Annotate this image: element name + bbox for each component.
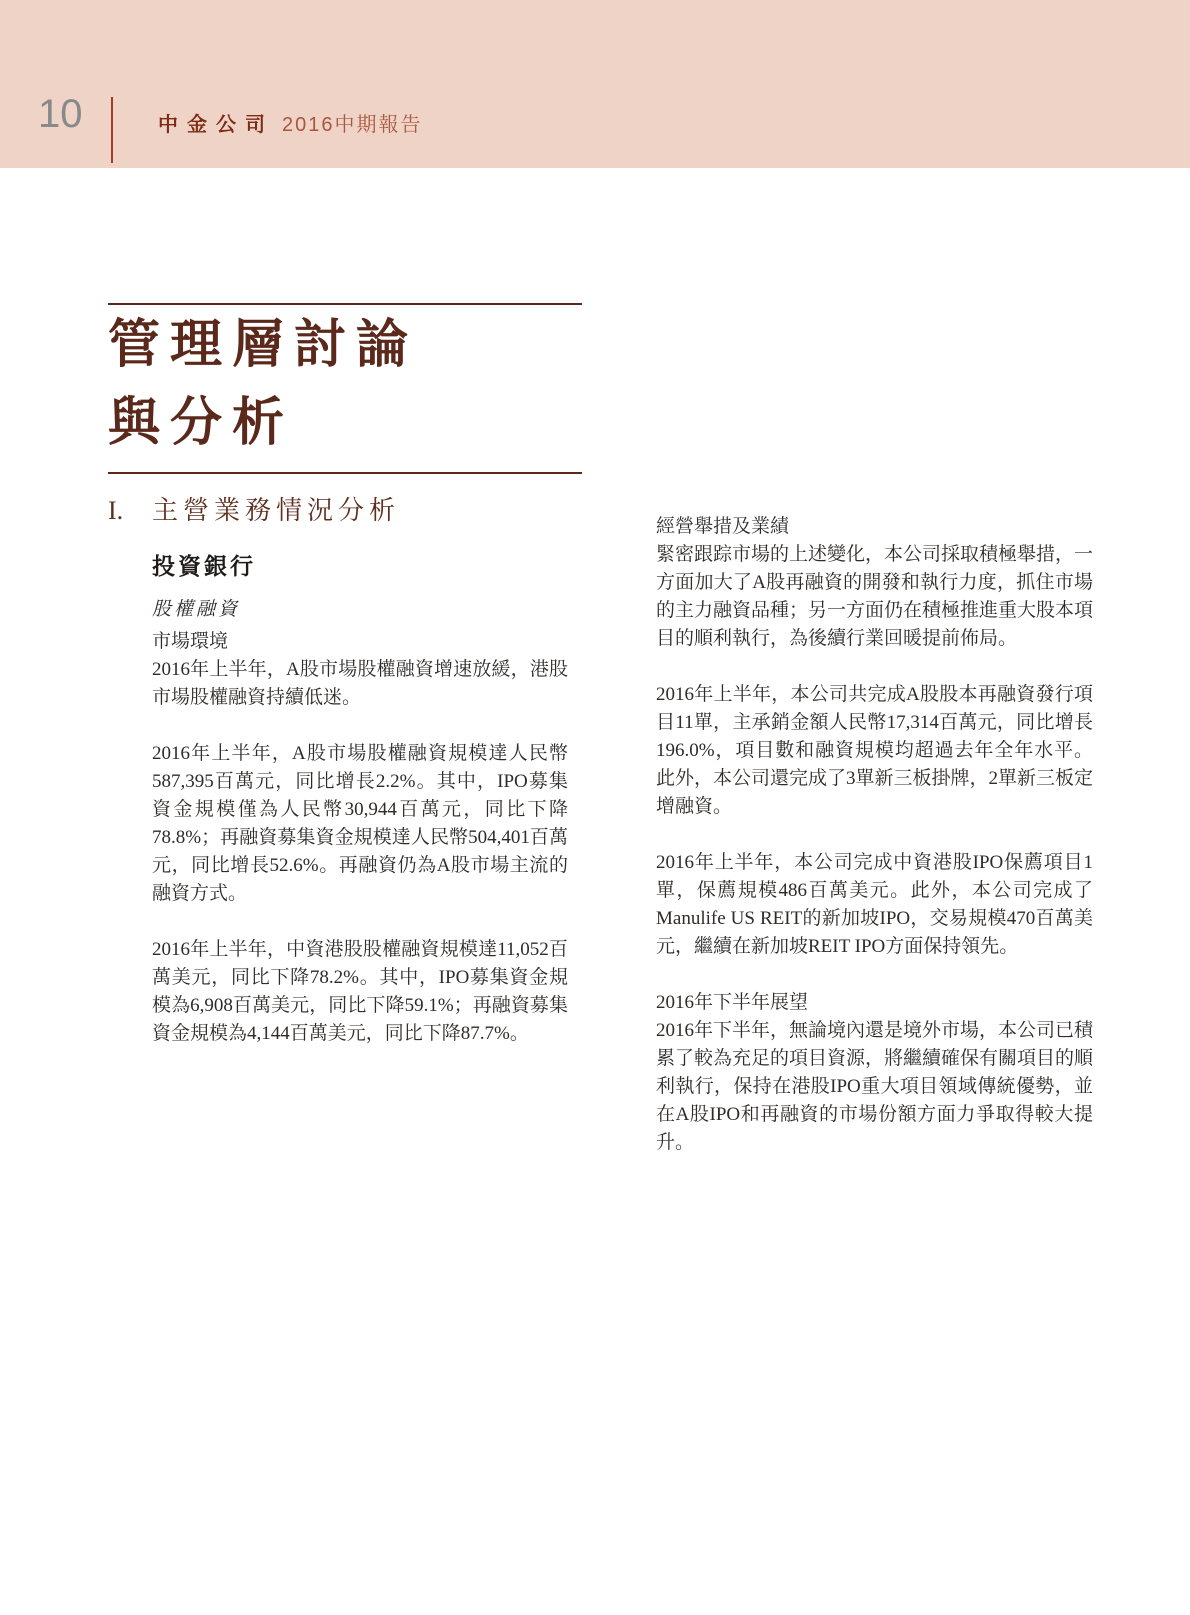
document-title-line1: 管理層討論 — [108, 317, 419, 374]
left-column — [152, 552, 568, 1076]
market-environment-block — [152, 628, 568, 712]
block-heading-operations-results: 經營舉措及業績 — [656, 516, 790, 537]
title-bottom-rule — [108, 472, 582, 474]
paragraph-hk-financing: 2016年上半年，中資港股股權融資規模達11,052百萬美元，同比下降78.2%。其中，IPO募集資金規模為6,908百萬美元，同比下降59.1%；再融資募集資金規模為4,144百萬美元，同比下降87.7%。 — [152, 939, 568, 1044]
company-name: 中金公司 — [158, 114, 274, 136]
paragraph-a-share-refinancing-projects: 2016年上半年，本公司共完成A股股本再融資發行項目11單，主承銷金額人民幣17,314百萬元，同比增長196.0%，項目數和融資規模均超過去年全年水平。此外，本公司還完成了3單新三板掛牌，2單新三板定增融資。 — [656, 684, 1094, 817]
paragraph-hk-ipo-sponsorship: 2016年上半年，本公司完成中資港股IPO保薦項目1單，保薦規模486百萬美元。此外，本公司完成了Manulife US REIT的新加坡IPO，交易規模470百萬美元，繼續在新加坡REIT IPO方面保持領先。 — [656, 852, 1093, 957]
paragraph-a-share-financing: 2016年上半年，A股市場股權融資規模達人民幣587,395百萬元，同比增長2.2%。其中，IPO募集資金規模僅為人民幣30,944百萬元，同比下降78.8%；再融資募集資金規模達人民幣504,401百萬元，同比增長52.6%。再融資仍為A股市場主流的融資方式。 — [152, 743, 568, 904]
header-band — [0, 0, 1190, 168]
operations-results-block — [656, 513, 1093, 653]
outlook-block — [656, 989, 1093, 1157]
document-title — [108, 307, 582, 463]
report-title: 2016中期報告 — [282, 114, 423, 136]
right-column — [656, 513, 1093, 1185]
document-title-line2: 與分析 — [108, 395, 295, 452]
section-heading — [108, 494, 400, 528]
document-title-block — [108, 303, 582, 474]
paragraph-operations-measures: 緊密跟踪市場的上述變化，本公司採取積極舉措，一方面加大了A股再融資的開發和執行力度，抓住市場的主力融資品種；另一方面仍在積極推進重大股本項目的順利執行，為後續行業回暖提前佈局。 — [656, 544, 1094, 649]
topic-title-equity-financing: 股權融資 — [152, 599, 241, 620]
paragraph-outlook: 2016年下半年，無論境內還是境外市場，本公司已積累了較為充足的項目資源，將繼續確保有關項目的順利執行，保持在港股IPO重大項目領域傳統優勢，並在A股IPO和再融資的市場份額方面力爭取得較大提升。 — [656, 1020, 1094, 1153]
header-divider-line — [111, 97, 113, 163]
header-title — [158, 111, 423, 138]
subsection-title-investment-banking: 投資銀行 — [152, 554, 256, 579]
paragraph-market-overview: 2016年上半年，A股市場股權融資增速放緩，港股市場股權融資持續低迷。 — [152, 659, 568, 708]
title-top-rule — [108, 303, 582, 305]
page-number: 10 — [38, 92, 83, 136]
block-heading-outlook: 2016年下半年展望 — [656, 992, 809, 1013]
section-title: 主營業務情況分析 — [152, 496, 401, 525]
section-numeral: I. — [108, 496, 124, 525]
block-heading-market-environment: 市場環境 — [152, 631, 229, 652]
